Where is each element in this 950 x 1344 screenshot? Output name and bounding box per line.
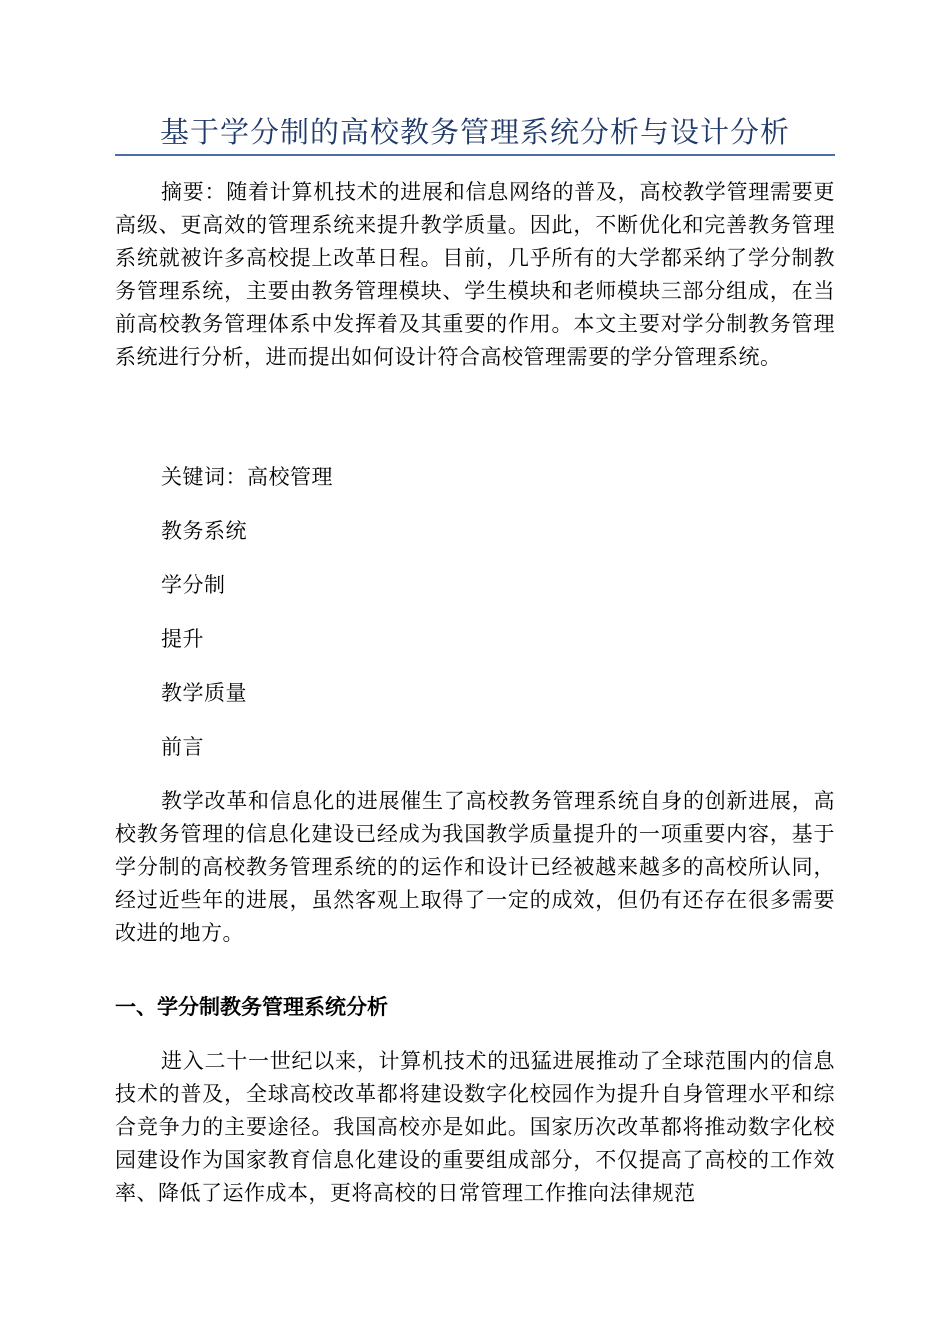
abstract-paragraph: 摘要：随着计算机技术的进展和信息网络的普及，高校教学管理需要更高级、更高效的管理系统来提升教学质量。因此，不断优化和完善教务管理系统就被许多高校提上改革日程。目前，几乎所有的大学都采纳了学分制教务管理系统，主要由教务管理模块、学生模块和老师模块三部分组成，在当前高校教务管理体系中发挥着及其重要的作用。本文主要对学分制教务管理系统进行分析，进而提出如何设计符合高校管理需要的学分管理系统。 (115, 180, 835, 369)
preface-paragraph: 教学改革和信息化的进展催生了高校教务管理系统自身的创新进展，高校教务管理的信息化建设已经成为我国教学质量提升的一项重要内容，基于学分制的高校教务管理系统的的运作和设计已经被越来越多的高校所认同，经过近些年的进展，虽然客观上取得了一定的成效，但仍有还存在很多需要改进的地方。 (115, 789, 835, 945)
section-heading: 一、学分制教务管理系统分析 (115, 995, 388, 1019)
keywords-line: 关键词：高校管理 (161, 465, 333, 489)
document-title: 基于学分制的高校教务管理系统分析与设计分析 (115, 112, 835, 156)
keyword-item: 教学质量 (161, 681, 247, 705)
section-paragraph: 进入二十一世纪以来，计算机技术的迅猛进展推动了全球范围内的信息技术的普及，全球高校改革都将建设数字化校园作为提升自身管理水平和综合竞争力的主要途径。我国高校亦是如此。国家历次改革都将推动数字化校园建设作为国家教育信息化建设的重要组成部分，不仅提高了高校的工作效率、降低了运作成本，更将高校的日常管理工作推向法律规范 (115, 1049, 835, 1205)
keyword-item: 提升 (161, 627, 204, 651)
keyword-item: 教务系统 (161, 519, 247, 543)
keyword-item: 学分制 (161, 573, 226, 597)
preface-heading: 前言 (161, 735, 204, 759)
